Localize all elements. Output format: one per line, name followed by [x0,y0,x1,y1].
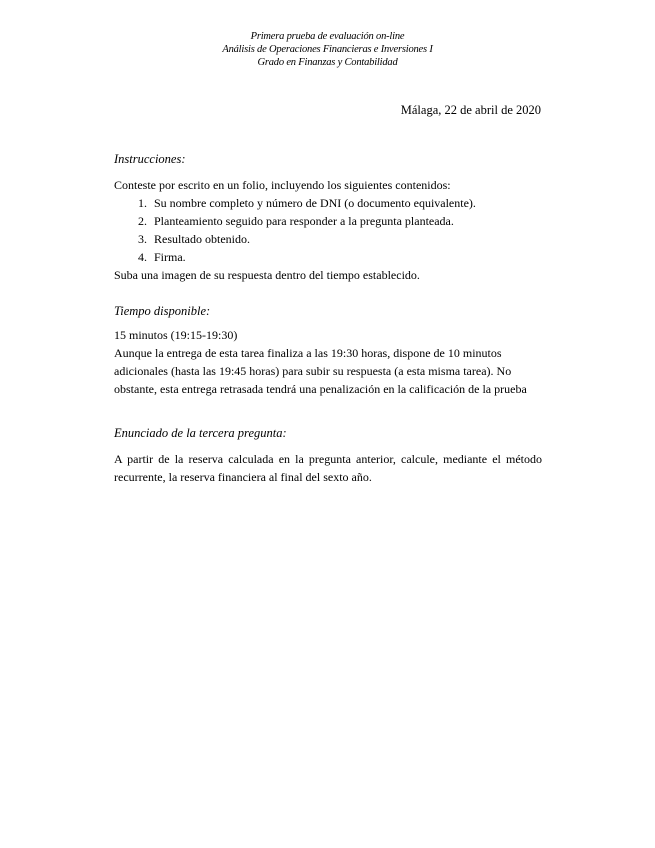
question-section [114,424,542,486]
instructions-outro: Suba una imagen de su respuesta dentro del tiempo establecido. [114,268,420,282]
instruction-item: 3. Resultado obtenido. [150,230,542,248]
instructions-list [114,194,542,266]
instructions-section [114,150,542,284]
time-section [114,302,542,398]
time-duration: 15 minutos (19:15-19:30) [114,328,238,342]
instructions-intro: Conteste por escrito en un folio, incluyendo los siguientes contenidos: [114,178,451,192]
instruction-item: 2. Planteamiento seguido para responder a la pregunta planteada. [150,212,542,230]
question-title: Enunciado de la tercera pregunta: [114,426,287,440]
instruction-item: 4. Firma. [150,248,542,266]
header-line-3: Grado en Finanzas y Contabilidad [257,57,398,68]
document-header [0,30,655,69]
document-date: Málaga, 22 de abril de 2020 [400,103,541,117]
instructions-title: Instrucciones: [114,152,186,166]
time-title: Tiempo disponible: [114,304,211,318]
question-text: A partir de la reserva calculada en la pregunta anterior, calcule, mediante el método recurrente, la reserva financiera al final del sexto año. [114,452,542,484]
instruction-item: 1. Su nombre completo y número de DNI (o documento equivalente). [150,194,542,212]
header-line-1: Primera prueba de evaluación on-line [250,31,405,42]
header-line-2: Análisis de Operaciones Financieras e Inversiones I [222,44,433,55]
time-note: Aunque la entrega de esta tarea finaliza a las 19:30 horas, dispone de 10 minutos adicionales (hasta las 19:45 horas) para subir su respuesta (a esta misma tarea). No obstante, esta entrega retrasada tendrá una penalización en la calificación de la prueba [114,346,527,396]
